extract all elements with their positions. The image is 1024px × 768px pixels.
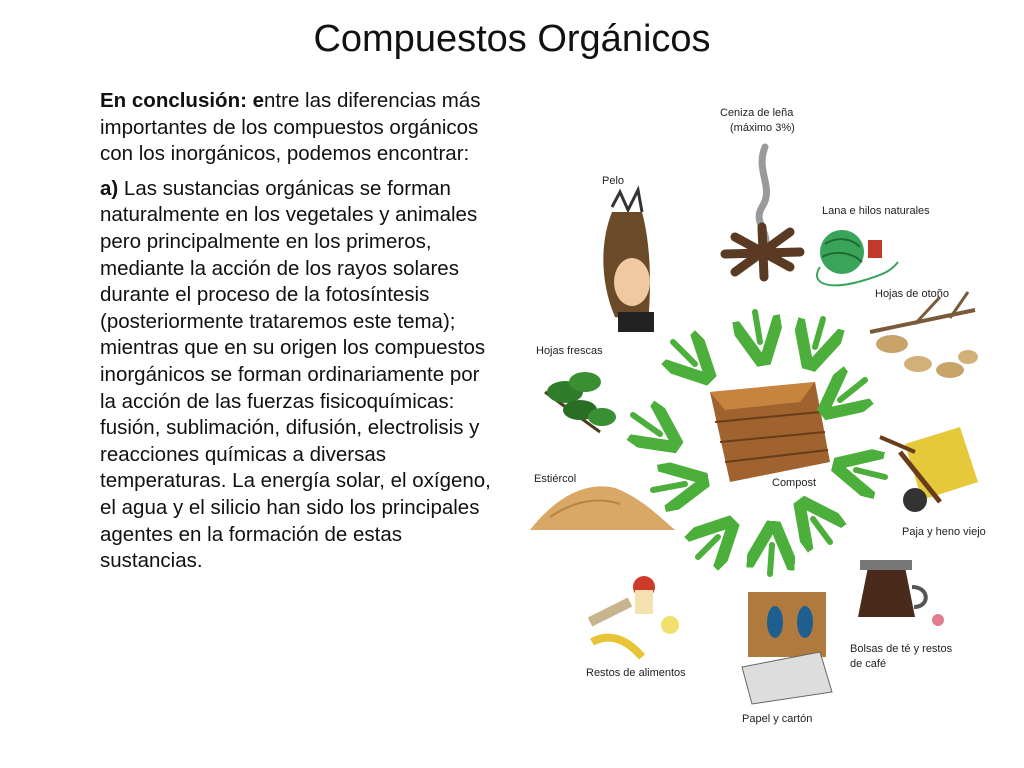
ash-smoke-icon [725, 147, 800, 277]
label-hojas-frescas: Hojas frescas [536, 345, 603, 357]
arrow-from-pelo [673, 342, 695, 364]
item-a-text: Las sustancias orgánicas se forman naturalmente en los vegetales y animales pero principalmente en los primeros, mediante la acción de los rayos solares durante el proceso de la fotosíntesis (posteriormente trataremos este tema); mientras que en su origen los compuestos inorgánicos se forman ordinariamente por la acción de las fuerzas fisicoquímicas: fusión, sublimación, difusión, electrolisis y reacciones químicas a diversas temperaturas. La energía solar, el oxígeno, el agua y el silicio han sido los principales agentes en la formación de estas sustancias. [100, 176, 491, 573]
label-papel: Papel y cartón [742, 713, 813, 725]
autumn-leaves-icon [870, 292, 978, 378]
label-pelo: Pelo [602, 175, 625, 187]
label-estiercol: Estiércol [534, 473, 577, 485]
label-ceniza-2: (máximo 3%) [730, 122, 795, 134]
intro-rest: ntre las diferencias más importantes de los compuestos orgánicos con los inorgánicos, podemos encontrar: [100, 89, 481, 166]
arrow-from-lana [815, 319, 823, 347]
food-scraps-icon [590, 576, 679, 657]
arrow-from-estiercol [653, 484, 685, 490]
compost-bin-icon [710, 382, 830, 482]
hay-cart-icon [880, 427, 978, 512]
arrow-from-ash [755, 312, 760, 342]
arrow-from-bolsas [813, 519, 830, 542]
arrow-from-paja [856, 470, 885, 477]
body-text [100, 88, 492, 583]
fresh-leaves-icon [545, 372, 616, 432]
label-hojas-otono: Hojas de otoño [875, 288, 949, 300]
label-bolsas-1: Bolsas de té y restos [850, 643, 953, 655]
arrow-from-restos [698, 537, 718, 557]
arrow-from-papel [770, 545, 772, 574]
label-ceniza-1: Ceniza de leña [720, 107, 794, 119]
compost-diagram [520, 92, 1000, 742]
item-a-paragraph [100, 176, 492, 575]
item-a-marker: a) [100, 176, 119, 200]
coffee-pot-icon [858, 560, 944, 626]
compost-illustration [520, 92, 1000, 742]
label-restos: Restos de alimentos [586, 667, 686, 679]
arrow-from-hojas [633, 415, 660, 434]
label-bolsas-2: de café [850, 658, 887, 670]
intro-bold: En conclusión: e [100, 89, 265, 112]
label-compost: Compost [772, 477, 817, 489]
intro-paragraph [100, 88, 492, 168]
yarn-icon [817, 230, 898, 285]
arrow-from-otono [840, 380, 865, 400]
paper-box-icon [742, 592, 832, 704]
slide-title: Compuestos Orgánicos [313, 18, 711, 60]
hair-person-icon [603, 190, 654, 332]
label-lana: Lana e hilos naturales [822, 205, 930, 217]
label-paja: Paja y heno viejo [902, 526, 986, 538]
